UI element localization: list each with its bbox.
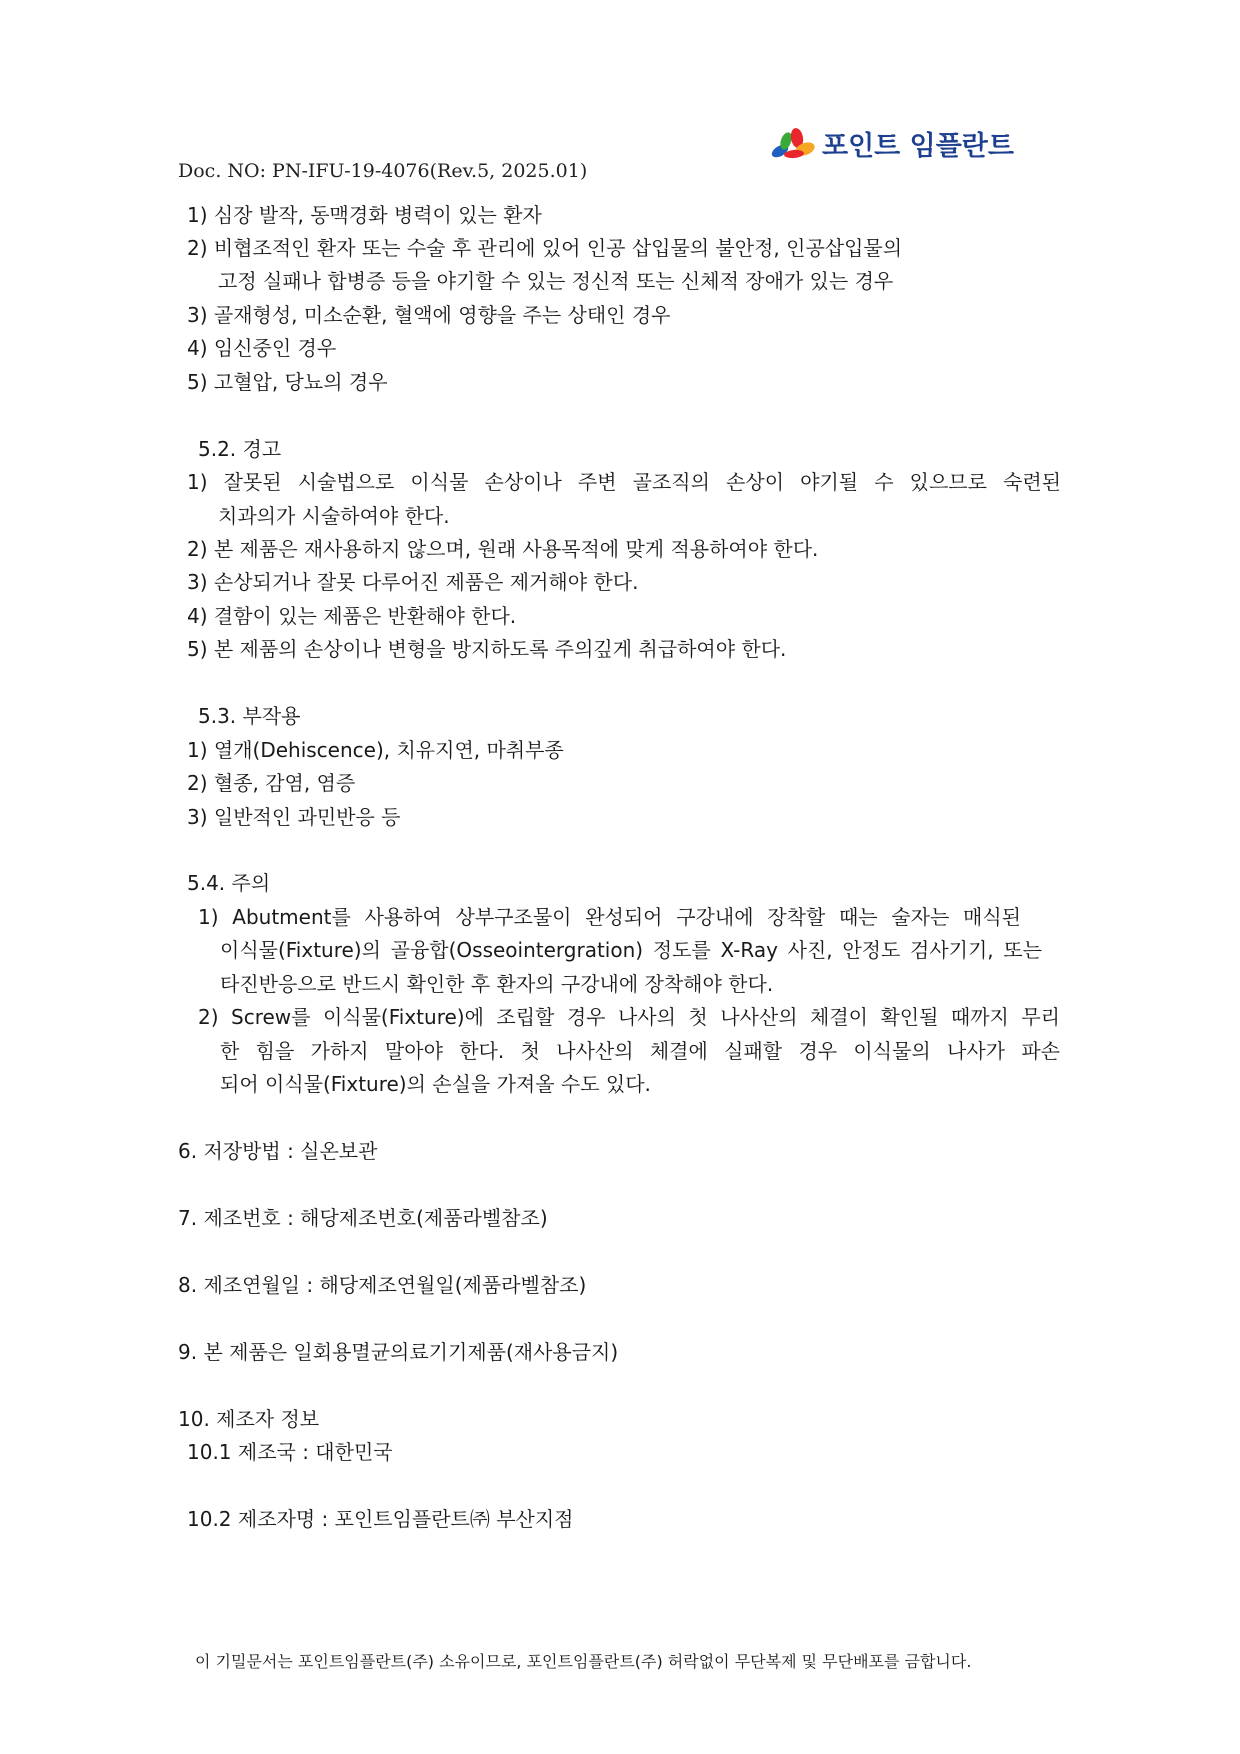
manufacturer-name: 10.2 제조자명 : 포인트임플란트㈜ 부산지점	[187, 1507, 574, 1531]
section-manufacture-date: 8. 제조연월일 : 해당제조연월일(제품라벨참조)	[178, 1273, 587, 1297]
list-item: 되어 이식물(Fixture)의 손실을 가져올 수도 있다.	[220, 1072, 651, 1096]
list-item: 3) 골재형성, 미소순환, 혈액에 영향을 주는 상태인 경우	[187, 303, 671, 327]
list-item: 4) 임신중인 경우	[187, 336, 337, 360]
list-item: 치과의가 시술하여야 한다.	[218, 504, 450, 528]
list-item: 4) 결함이 있는 제품은 반환해야 한다.	[187, 604, 517, 628]
list-item: 2) 혈종, 감염, 염증	[187, 771, 356, 795]
company-logo	[770, 124, 1014, 163]
list-item: 3) 손상되거나 잘못 다루어진 제품은 제거해야 한다.	[187, 570, 639, 594]
list-item: 3) 일반적인 과민반응 등	[187, 805, 401, 829]
section-heading-warning: 5.2. 경고	[198, 437, 282, 461]
list-item: 타진반응으로 반드시 확인한 후 환자의 구강내에 장착해야 한다.	[220, 972, 774, 996]
section-heading-side-effects: 5.3. 부작용	[198, 704, 301, 728]
list-item: 5) 고혈압, 당뇨의 경우	[187, 370, 388, 394]
manufacturer-country: 10.1 제조국 : 대한민국	[187, 1440, 393, 1464]
list-item: 1) 열개(Dehiscence), 치유지연, 마취부종	[187, 738, 564, 762]
section-manufacturer-heading: 10. 제조자 정보	[178, 1407, 320, 1431]
confidentiality-footer: 이 기밀문서는 포인트임플란트(주) 소유이므로, 포인트임플란트(주) 허락없이 무단복제 및 무단배포를 금합니다.	[195, 1652, 972, 1671]
logo-text: 포인트 임플란트	[822, 131, 1014, 162]
list-item: 1) 심장 발작, 동맥경화 병력이 있는 환자	[187, 203, 542, 227]
list-item: 고정 실패나 합병증 등을 야기할 수 있는 정신적 또는 신체적 장애가 있는 경우	[218, 269, 894, 293]
list-item: 한 힘을 가하지 말아야 한다. 첫 나사산의 체결에 실패할 경우 이식물의 나사가 파손	[220, 1039, 1060, 1063]
list-item: 이식물(Fixture)의 골융합(Osseointergration) 정도를 X-Ray 사진, 안정도 검사기기, 또는	[220, 938, 1042, 962]
list-item: 5) 본 제품의 손상이나 변형을 방지하도록 주의깊게 취급하여야 한다.	[187, 637, 787, 661]
section-storage: 6. 저장방법 : 실온보관	[178, 1139, 378, 1163]
list-item: 2) 비협조적인 환자 또는 수술 후 관리에 있어 인공 삽입물의 불안정, 인공삽입물의	[187, 236, 903, 260]
list-item: 2) 본 제품은 재사용하지 않으며, 원래 사용목적에 맞게 적용하여야 한다.	[187, 537, 819, 561]
section-heading-caution: 5.4. 주의	[187, 871, 271, 895]
flower-logo-icon	[770, 127, 816, 161]
section-lot-number: 7. 제조번호 : 해당제조번호(제품라벨참조)	[178, 1206, 548, 1230]
list-item: 1) Abutment를 사용하여 상부구조물이 완성되어 구강내에 장착할 때는 술자는 매식된	[198, 905, 1021, 929]
document-number: Doc. NO: PN-IFU-19-4076(Rev.5, 2025.01)	[178, 160, 588, 182]
section-single-use: 9. 본 제품은 일회용멸균의료기기제품(재사용금지)	[178, 1340, 619, 1364]
list-item: 1) 잘못된 시술법으로 이식물 손상이나 주변 골조직의 손상이 야기될 수 있으므로 숙련된	[187, 470, 1061, 494]
list-item: 2) Screw를 이식물(Fixture)에 조립할 경우 나사의 첫 나사산의 체결이 확인될 때까지 무리	[198, 1005, 1060, 1029]
